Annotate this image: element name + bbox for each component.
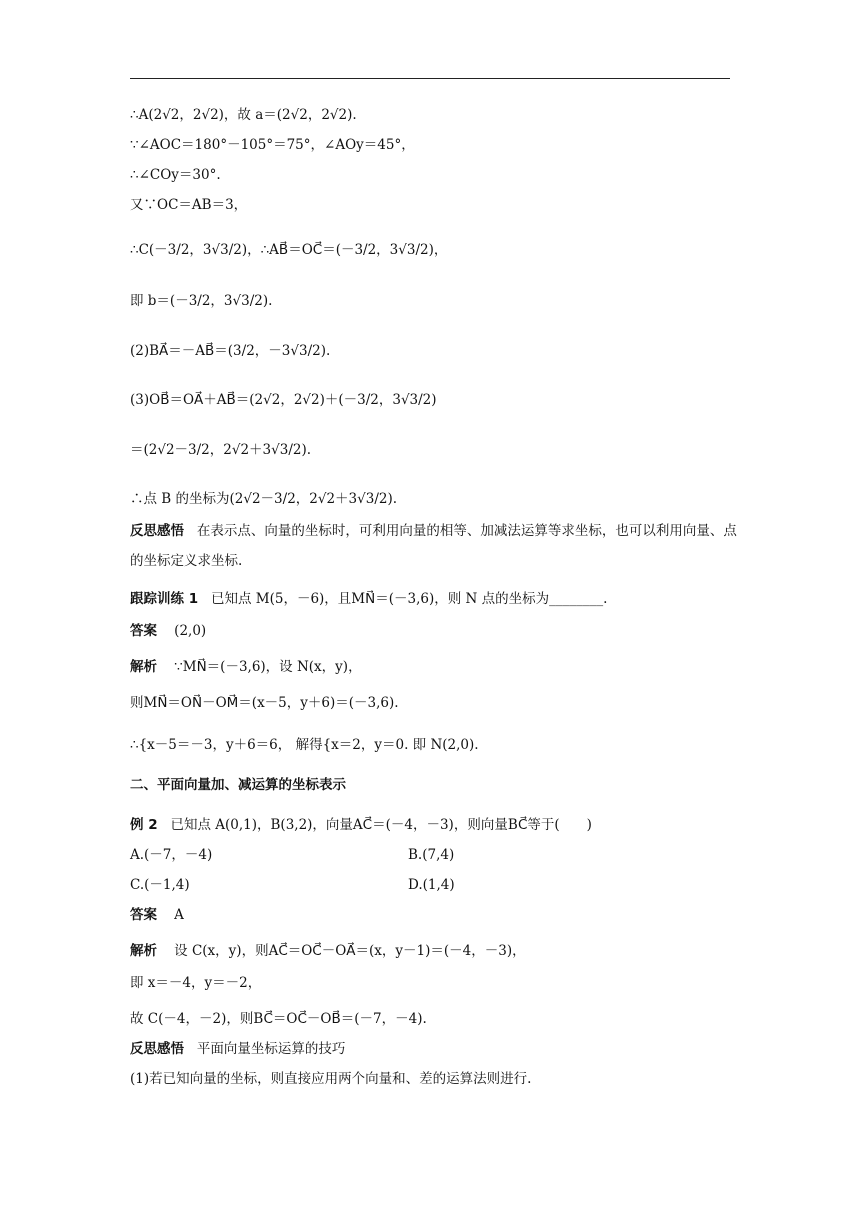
analysis-1: [130, 658, 362, 676]
option-b: B.(7,4): [408, 847, 455, 863]
reflection-2: [130, 1040, 345, 1058]
analysis-2-line-2: 即 x＝－4，y＝－2，: [130, 975, 262, 991]
reflection-label: 反思感悟: [130, 523, 184, 539]
reflection-text: 在表示点、向量的坐标时，可利用向量的相等、加减法运算等求坐标，也可以利用向量、点的坐标定义求坐标.: [130, 523, 737, 569]
technique-line-1: (1)若已知向量的坐标，则直接应用两个向量和、差的运算法则进行.: [130, 1071, 532, 1087]
point-b-result: ∴点 B 的坐标为(2√2－3/2，2√2＋3√3/2).: [130, 491, 398, 507]
analysis-label-2: 解析: [130, 943, 157, 959]
answer-1: [130, 622, 206, 640]
exercise-1: [130, 590, 607, 608]
header-rule: [130, 78, 730, 79]
section-heading: 二、平面向量加、减运算的坐标表示: [130, 777, 346, 793]
solution-line-4: 又∵OC＝AB＝3，: [130, 197, 248, 213]
solution-line-2: ∵∠AOC＝180°－105°＝75°，∠AOy＝45°，: [130, 137, 415, 153]
answer-value-2: A: [174, 907, 184, 923]
reflection-1: [130, 516, 742, 576]
reflection-label-2: 反思感悟: [130, 1041, 184, 1057]
part-3-line-2: ＝(2√2－3/2，2√2＋3√3/2).: [130, 442, 312, 458]
analysis-text-2: 设 C(x，y)，则AC⃗＝OC⃗－OA⃗＝(x，y－1)＝(－4，－3)，: [174, 943, 526, 959]
analysis-line-2: 则MN⃗＝ON⃗－OM⃗＝(x－5，y＋6)＝(－3,6).: [130, 695, 399, 711]
solution-line-3: ∴∠COy＝30°.: [130, 167, 221, 183]
analysis-label: 解析: [130, 659, 157, 675]
option-c: C.(－1,4): [130, 877, 190, 893]
example-label: 例 2: [130, 817, 158, 833]
solution-line-5: ∴C(－3/2，3√3/2)，∴AB⃗＝OC⃗＝(－3/2，3√3/2)，: [130, 242, 448, 258]
option-d: D.(1,4): [408, 877, 455, 893]
answer-label-2: 答案: [130, 907, 157, 923]
example-2: [130, 816, 592, 834]
example-text: 已知点 A(0,1)，B(3,2)，向量AC⃗＝(－4，－3)，则向量BC⃗等于( ): [170, 817, 592, 833]
analysis-2: [130, 942, 526, 960]
exercise-label: 跟踪训练 1: [130, 591, 199, 607]
answer-2: [130, 906, 184, 924]
solution-line-6: 即 b＝(－3/2，3√3/2).: [130, 293, 273, 309]
analysis-text: ∵MN⃗＝(－3,6)，设 N(x，y)，: [174, 659, 362, 675]
part-2-line: (2)BA⃗＝－AB⃗＝(3/2，－3√3/2).: [130, 343, 331, 359]
reflection-text-2: 平面向量坐标运算的技巧: [196, 1041, 346, 1057]
solution-line-1: ∴A(2√2，2√2)，故 a＝(2√2，2√2).: [130, 107, 357, 123]
analysis-2-line-3: 故 C(－4，－2)，则BC⃗＝OC⃗－OB⃗＝(－7，－4).: [130, 1011, 427, 1027]
answer-value: (2,0): [174, 623, 207, 639]
part-3-line-1: (3)OB⃗＝OA⃗＋AB⃗＝(2√2，2√2)＋(－3/2，3√3/2): [130, 392, 437, 408]
option-a: A.(－7，－4): [130, 847, 213, 863]
exercise-text: 已知点 M(5，－6)，且MN⃗＝(－3,6)，则 N 点的坐标为________.: [210, 591, 608, 607]
answer-label: 答案: [130, 623, 157, 639]
analysis-line-3: ∴{x－5＝－3，y＋6＝6， 解得{x＝2，y＝0. 即 N(2,0).: [130, 737, 479, 753]
